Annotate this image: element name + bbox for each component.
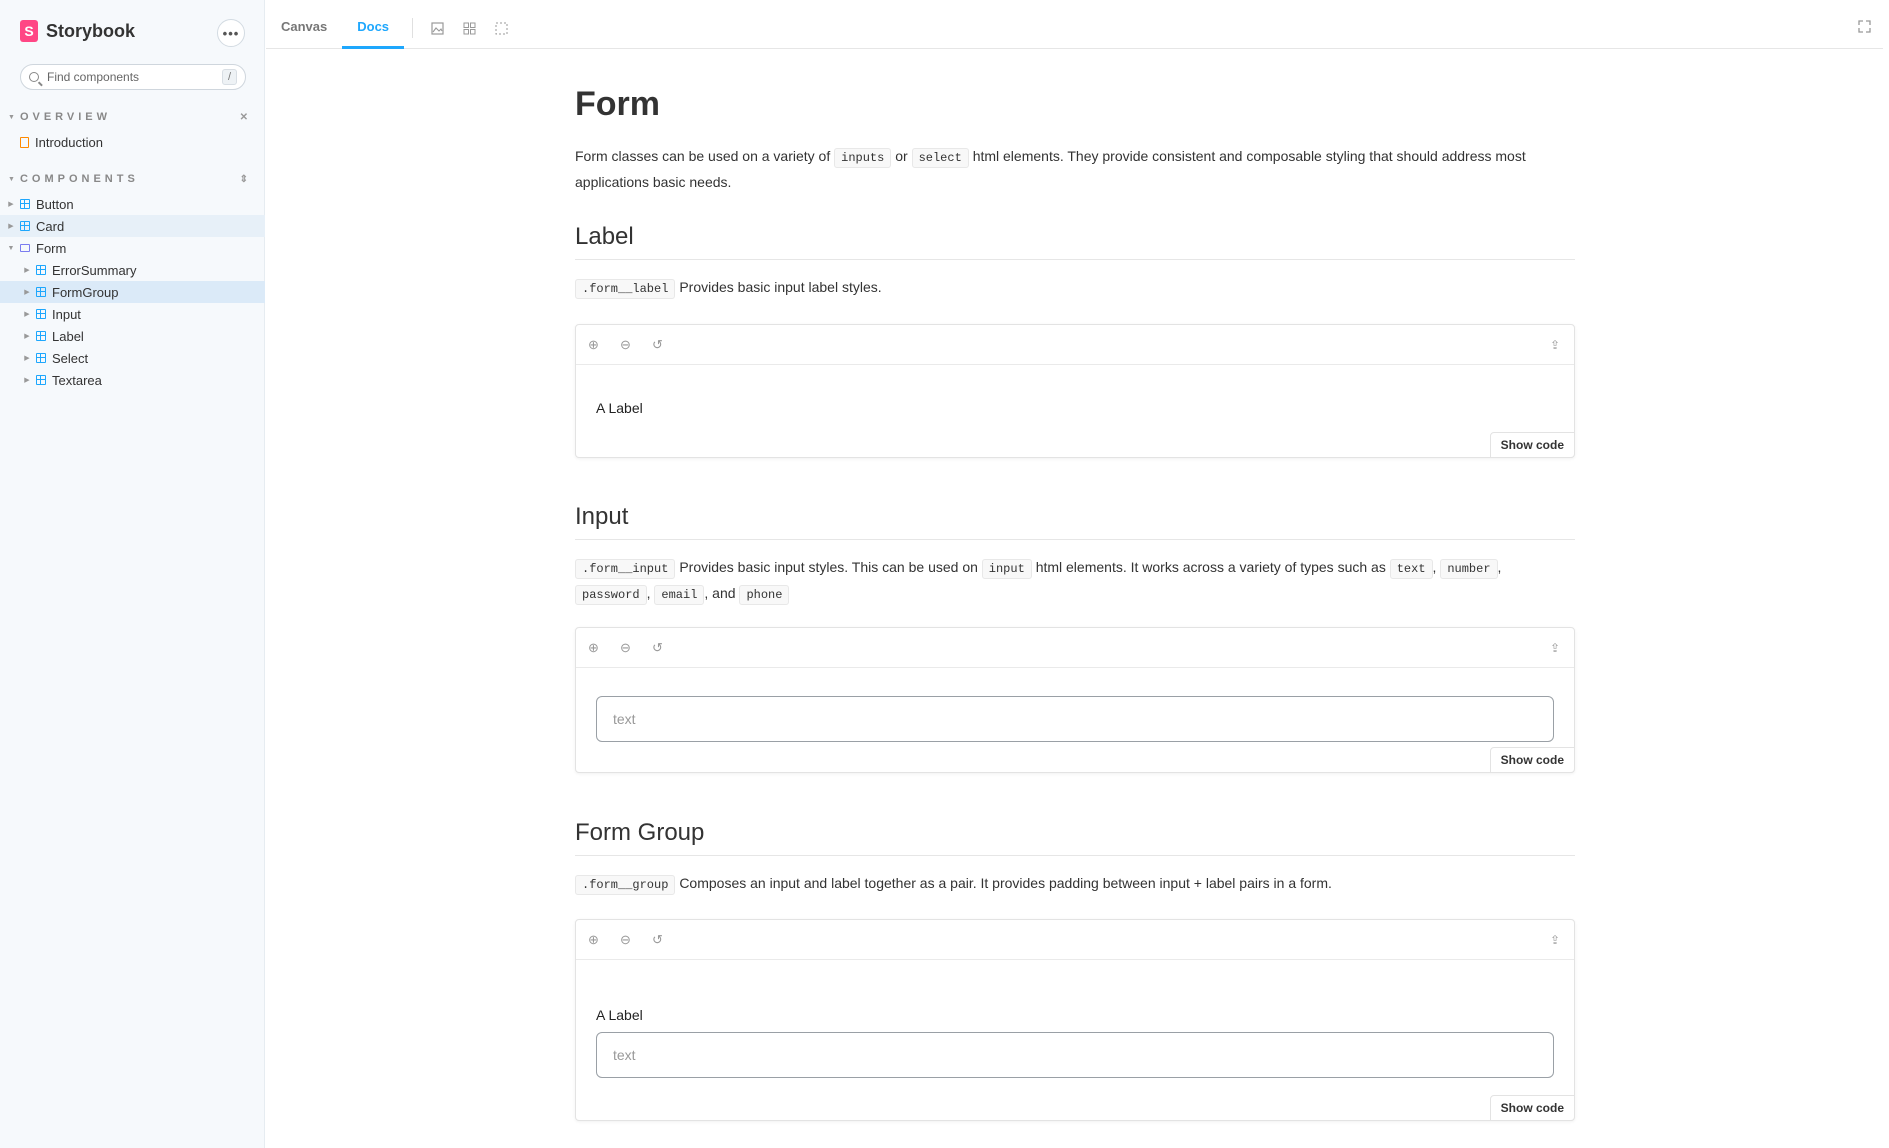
label-preview [575, 324, 1575, 458]
inline-code: .form__label [575, 279, 675, 299]
description-text: Provides basic input styles. This can be used on [679, 559, 978, 575]
inline-code: .form__group [575, 875, 675, 895]
search-input[interactable] [20, 64, 246, 90]
image-icon[interactable] [421, 8, 453, 49]
toolbar-divider [412, 18, 413, 38]
chevron-right-icon: ▶ [24, 267, 30, 274]
chevron-down-icon: ▼ [8, 113, 15, 121]
section-heading-label: Label [575, 223, 1575, 260]
search-placeholder: Find components [47, 70, 140, 84]
section-components-title: COMPONENTS [19, 173, 139, 185]
zoom-out-icon[interactable]: ⊖ [620, 639, 631, 655]
share-icon[interactable]: ⇪ [1549, 640, 1560, 655]
storybook-logo-icon: S [20, 20, 38, 42]
component-icon [20, 199, 30, 209]
share-icon[interactable]: ⇪ [1549, 337, 1560, 352]
sidebar-item-label: Form [36, 240, 67, 256]
folder-icon [20, 244, 30, 252]
preview-canvas [576, 960, 1574, 1120]
form-group-preview [575, 919, 1575, 1121]
input-preview [575, 627, 1575, 773]
docs-content [575, 85, 1575, 1115]
component-icon [36, 353, 46, 363]
zoom-out-icon[interactable]: ⊖ [620, 931, 631, 947]
section-heading-form-group: Form Group [575, 819, 1575, 856]
share-icon[interactable]: ⇪ [1549, 932, 1560, 947]
zoom-in-icon[interactable]: ⊕ [588, 639, 599, 655]
tab-docs[interactable]: Docs [342, 8, 404, 49]
reset-zoom-icon[interactable]: ↺ [652, 639, 663, 655]
sidebar [0, 0, 265, 1148]
section-overview[interactable] [8, 108, 248, 126]
search-shortcut: / [222, 69, 237, 85]
sidebar-item-card[interactable] [0, 215, 265, 237]
chevron-right-icon: ▶ [24, 311, 30, 318]
preview-canvas [576, 365, 1574, 457]
sidebar-item-form[interactable] [0, 237, 265, 259]
zoom-in-icon[interactable]: ⊕ [588, 931, 599, 947]
inline-code: select [912, 148, 969, 168]
chevron-right-icon: ▶ [24, 333, 30, 340]
tab-canvas[interactable]: Canvas [281, 19, 328, 34]
toolbar [266, 8, 1883, 49]
input-description: .form__input Provides basic input styles. This can be used on input html elements. It works across a variety of types such as text , number , password , email , and phone [575, 555, 1575, 607]
preview-toolbar [576, 325, 1574, 365]
section-components[interactable] [8, 170, 248, 188]
description-text: , and [704, 585, 736, 601]
outline-icon[interactable] [485, 8, 517, 49]
chevron-right-icon: ▶ [24, 289, 30, 296]
component-icon [36, 287, 46, 297]
grid-icon[interactable] [453, 8, 485, 49]
sidebar-item-label: Select [52, 350, 89, 366]
sidebar-item-label: Input [52, 306, 81, 322]
component-icon [36, 331, 46, 341]
intro-paragraph [575, 144, 1575, 194]
inline-code: phone [739, 585, 789, 605]
expand-collapse-icon[interactable]: ⇕ [239, 173, 248, 185]
component-icon [36, 375, 46, 385]
brand[interactable] [20, 20, 135, 42]
inline-code: number [1440, 559, 1497, 579]
section-heading-input: Input [575, 503, 1575, 540]
preview-toolbar [576, 920, 1574, 960]
demo-label: A Label [596, 1007, 643, 1023]
more-menu-button[interactable]: ••• [217, 19, 245, 47]
reset-zoom-icon[interactable]: ↺ [652, 931, 663, 947]
show-code-button[interactable]: Show code [1490, 432, 1575, 458]
chevron-right-icon: ▶ [24, 377, 30, 384]
inline-code: email [654, 585, 704, 605]
label-description [575, 275, 882, 301]
sidebar-item-label: ErrorSummary [52, 262, 137, 278]
component-icon [36, 309, 46, 319]
demo-label: A Label [596, 400, 643, 416]
inline-code: inputs [834, 148, 891, 168]
zoom-in-icon[interactable]: ⊕ [588, 336, 599, 352]
sidebar-item-input[interactable] [0, 303, 265, 325]
fullscreen-icon[interactable] [1858, 20, 1871, 36]
chevron-right-icon: ▶ [8, 223, 14, 230]
sidebar-item-label-component[interactable] [0, 325, 265, 347]
inline-code: text [1390, 559, 1433, 579]
chevron-down-icon: ▼ [7, 244, 15, 252]
sidebar-item-formgroup[interactable] [0, 281, 265, 303]
sidebar-item-select[interactable] [0, 347, 265, 369]
demo-text-input[interactable]: text [596, 1032, 1554, 1078]
inline-code: password [575, 585, 647, 605]
sidebar-item-label: FormGroup [52, 284, 119, 300]
chevron-right-icon: ▶ [8, 201, 14, 208]
intro-text: html elements. They provide consistent and composable styling that should address most applications basic needs. [575, 148, 1526, 190]
sidebar-item-label: Textarea [52, 372, 102, 388]
description-text: Composes an input and label together as a pair. It provides padding between input + label pairs in a form. [679, 875, 1332, 891]
description-text: Provides basic input label styles. [679, 279, 882, 295]
section-overview-title: OVERVIEW [19, 111, 112, 123]
preview-toolbar [576, 628, 1574, 668]
sidebar-item-introduction[interactable] [0, 131, 265, 153]
chevron-right-icon: ▶ [24, 355, 30, 362]
inline-code: input [982, 559, 1032, 579]
group-description [575, 871, 1332, 897]
intro-text: or [895, 148, 908, 164]
sidebar-item-label: Introduction [35, 134, 103, 150]
sidebar-item-label: Card [36, 218, 65, 234]
show-code-button[interactable]: Show code [1490, 1095, 1575, 1121]
intro-text: Form classes can be used on a variety of [575, 148, 831, 164]
description-text: html elements. It works across a variety of types such as [1035, 559, 1386, 575]
demo-text-input[interactable]: text [596, 696, 1554, 742]
page-title: Form [575, 85, 660, 123]
chevron-down-icon: ▼ [8, 175, 15, 183]
sidebar-item-button[interactable] [0, 193, 265, 215]
show-code-button[interactable]: Show code [1490, 747, 1575, 773]
brand-name: Storybook [46, 20, 136, 41]
component-icon [36, 265, 46, 275]
inline-code: .form__input [575, 559, 675, 579]
component-icon [20, 221, 30, 231]
preview-canvas [576, 668, 1574, 772]
sidebar-item-label: Label [52, 328, 84, 344]
search-icon [29, 72, 39, 82]
document-icon [20, 137, 29, 148]
collapse-icon[interactable]: ✕ [239, 111, 248, 123]
sidebar-item-label: Button [36, 196, 74, 212]
reset-zoom-icon[interactable]: ↺ [652, 336, 663, 352]
zoom-out-icon[interactable]: ⊖ [620, 336, 631, 352]
sidebar-item-errorsummary[interactable] [0, 259, 265, 281]
sidebar-item-textarea[interactable] [0, 369, 265, 391]
